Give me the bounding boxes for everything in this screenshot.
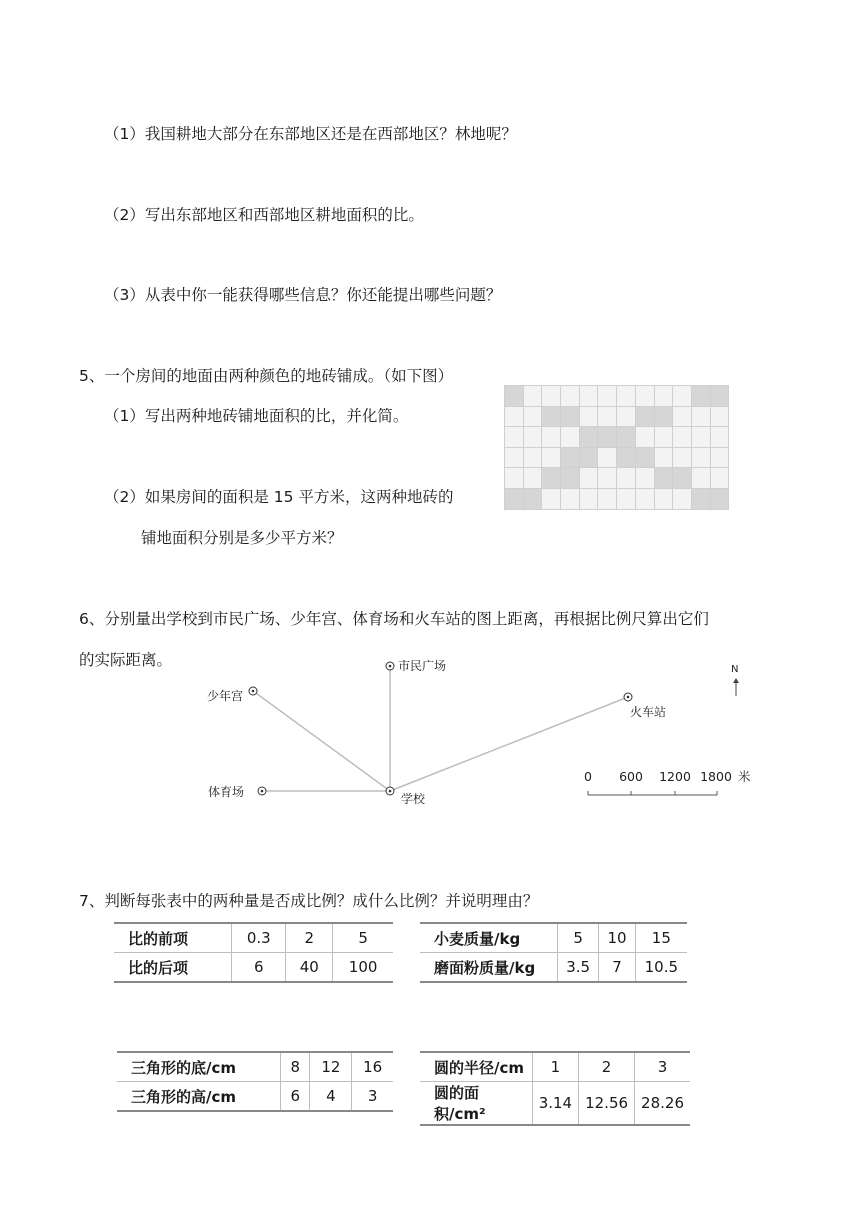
table-cell: 2 [579, 1052, 635, 1082]
tile-row [505, 468, 729, 489]
dark-tile [673, 468, 692, 489]
light-tile [542, 386, 561, 407]
q4-part1: （1）我国耕地大部分在东部地区还是在西部地区？林地呢？ [104, 125, 517, 143]
dark-tile [505, 386, 524, 407]
table-cell: 12.56 [579, 1082, 635, 1126]
light-tile [673, 406, 692, 427]
north-label: N [731, 664, 739, 675]
tile-row [505, 427, 729, 448]
scale-tick-1800: 1800 [700, 769, 732, 784]
route-youth-palace [253, 691, 390, 791]
scale-tick-1200: 1200 [659, 769, 691, 784]
dark-tile [617, 427, 636, 448]
light-tile [673, 447, 692, 468]
light-tile [579, 488, 598, 509]
table-cell: 小麦质量/kg [420, 923, 557, 953]
table-cell: 8 [281, 1052, 310, 1082]
table-cell: 3.14 [532, 1082, 578, 1126]
label-stadium: 体育场 [208, 785, 245, 799]
light-tile [691, 468, 710, 489]
dark-tile [561, 468, 580, 489]
q4-part2: （2）写出东部地区和西部地区耕地面积的比。 [104, 206, 424, 224]
label-school: 学校 [401, 792, 426, 806]
light-tile [598, 406, 617, 427]
light-tile [691, 406, 710, 427]
q5-part2-cont: 铺地面积分别是多少平方米？ [141, 529, 343, 547]
light-tile [617, 406, 636, 427]
light-tile [523, 447, 542, 468]
light-tile [617, 488, 636, 509]
table-cell: 磨面粉质量/kg [420, 953, 557, 983]
table-cell: 比的前项 [114, 923, 232, 953]
table-cell: 3.5 [557, 953, 599, 983]
school-marker [386, 787, 394, 795]
light-tile [523, 386, 542, 407]
table-row [114, 953, 393, 983]
light-tile [617, 468, 636, 489]
light-tile [710, 427, 729, 448]
light-tile [505, 427, 524, 448]
north-arrowhead-icon [733, 678, 739, 683]
table-cell: 5 [557, 923, 599, 953]
route-station [390, 697, 628, 791]
triangle-table [117, 1051, 393, 1112]
table-cell: 28.26 [635, 1082, 690, 1126]
floor-tile-grid [504, 385, 729, 510]
light-tile [542, 488, 561, 509]
wheat-flour-table [420, 922, 687, 983]
table-cell: 比的后项 [114, 953, 232, 983]
light-tile [654, 488, 673, 509]
label-plaza: 市民广场 [398, 659, 447, 673]
light-tile [654, 447, 673, 468]
ratio-table [114, 922, 393, 983]
label-station: 火车站 [630, 705, 667, 719]
scale-unit: 米 [738, 769, 751, 784]
light-tile [635, 427, 654, 448]
dark-tile [505, 488, 524, 509]
light-tile [710, 468, 729, 489]
light-tile [579, 406, 598, 427]
dark-tile [542, 406, 561, 427]
light-tile [673, 427, 692, 448]
q5-part2: （2）如果房间的面积是 15 平方米，这两种地砖的 [104, 488, 454, 506]
light-tile [561, 386, 580, 407]
light-tile [579, 386, 598, 407]
light-tile [617, 386, 636, 407]
table-cell: 圆的半径/cm [420, 1052, 532, 1082]
label-youth-palace: 少年宫 [207, 689, 244, 703]
scale-tick-0: 0 [584, 769, 592, 784]
table-cell: 15 [635, 923, 687, 953]
dark-tile [654, 468, 673, 489]
map-routes [253, 666, 628, 791]
table-row [420, 1082, 690, 1126]
circle-table [420, 1051, 690, 1126]
dark-tile [598, 427, 617, 448]
tile-row [505, 406, 729, 427]
table-cell: 4 [310, 1082, 352, 1112]
tile-row [505, 447, 729, 468]
dark-tile [710, 488, 729, 509]
scale-bar [588, 791, 717, 795]
table-row [420, 953, 687, 983]
table-cell: 3 [635, 1052, 690, 1082]
dark-tile [710, 386, 729, 407]
tile-row [505, 488, 729, 509]
light-tile [710, 406, 729, 427]
light-tile [673, 386, 692, 407]
q5-part1: （1）写出两种地砖铺地面积的比，并化简。 [104, 407, 409, 425]
light-tile [523, 427, 542, 448]
light-tile [673, 488, 692, 509]
q6-line1: 6、分别量出学校到市民广场、少年宫、体育场和火车站的图上距离，再根据比例尺算出它们 [79, 610, 709, 628]
table-cell: 40 [286, 953, 333, 983]
dark-tile [579, 447, 598, 468]
light-tile [523, 468, 542, 489]
light-tile [523, 406, 542, 427]
light-tile [691, 447, 710, 468]
table-row [117, 1052, 393, 1082]
light-tile [542, 427, 561, 448]
table-cell: 6 [281, 1082, 310, 1112]
table-row [420, 1052, 690, 1082]
table-cell: 3 [352, 1082, 393, 1112]
school-map [190, 650, 760, 815]
light-tile [635, 386, 654, 407]
light-tile [598, 468, 617, 489]
light-tile [561, 427, 580, 448]
dark-tile [691, 386, 710, 407]
table-cell: 1 [532, 1052, 578, 1082]
dark-tile [635, 406, 654, 427]
dark-tile [579, 427, 598, 448]
dark-tile [654, 406, 673, 427]
q6-line2: 的实际距离。 [79, 651, 173, 669]
table-cell: 10.5 [635, 953, 687, 983]
light-tile [710, 447, 729, 468]
scale-tick-600: 600 [619, 769, 643, 784]
station-marker [624, 693, 632, 701]
table-cell: 6 [232, 953, 286, 983]
youth-palace-marker [249, 687, 257, 695]
table-cell: 三角形的底/cm [117, 1052, 281, 1082]
table-row [117, 1082, 393, 1112]
light-tile [635, 488, 654, 509]
light-tile [598, 386, 617, 407]
table-cell: 三角形的高/cm [117, 1082, 281, 1112]
plaza-marker [386, 662, 394, 670]
light-tile [635, 468, 654, 489]
light-tile [505, 406, 524, 427]
dark-tile [635, 447, 654, 468]
q4-part3: （3）从表中你一能获得哪些信息？你还能提出哪些问题？ [104, 286, 502, 304]
light-tile [654, 386, 673, 407]
q5-title: 5、一个房间的地面由两种颜色的地砖铺成。（如下图） [79, 367, 454, 385]
dark-tile [542, 468, 561, 489]
dark-tile [561, 406, 580, 427]
table-cell: 10 [599, 923, 635, 953]
light-tile [598, 447, 617, 468]
light-tile [561, 488, 580, 509]
dark-tile [617, 447, 636, 468]
dark-tile [523, 488, 542, 509]
table-row [114, 923, 393, 953]
table-cell: 0.3 [232, 923, 286, 953]
dark-tile [561, 447, 580, 468]
q7-title: 7、判断每张表中的两种量是否成比例？成什么比例？并说明理由？ [79, 892, 539, 910]
light-tile [691, 427, 710, 448]
table-cell: 2 [286, 923, 333, 953]
light-tile [505, 468, 524, 489]
table-cell: 圆的面积/cm² [420, 1082, 532, 1126]
dark-tile [691, 488, 710, 509]
table-cell: 16 [352, 1052, 393, 1082]
light-tile [579, 468, 598, 489]
table-cell: 7 [599, 953, 635, 983]
table-cell: 100 [333, 953, 393, 983]
table-row [420, 923, 687, 953]
table-cell: 12 [310, 1052, 352, 1082]
stadium-marker [258, 787, 266, 795]
light-tile [654, 427, 673, 448]
light-tile [542, 447, 561, 468]
light-tile [505, 447, 524, 468]
tile-row [505, 386, 729, 407]
table-cell: 5 [333, 923, 393, 953]
light-tile [598, 488, 617, 509]
